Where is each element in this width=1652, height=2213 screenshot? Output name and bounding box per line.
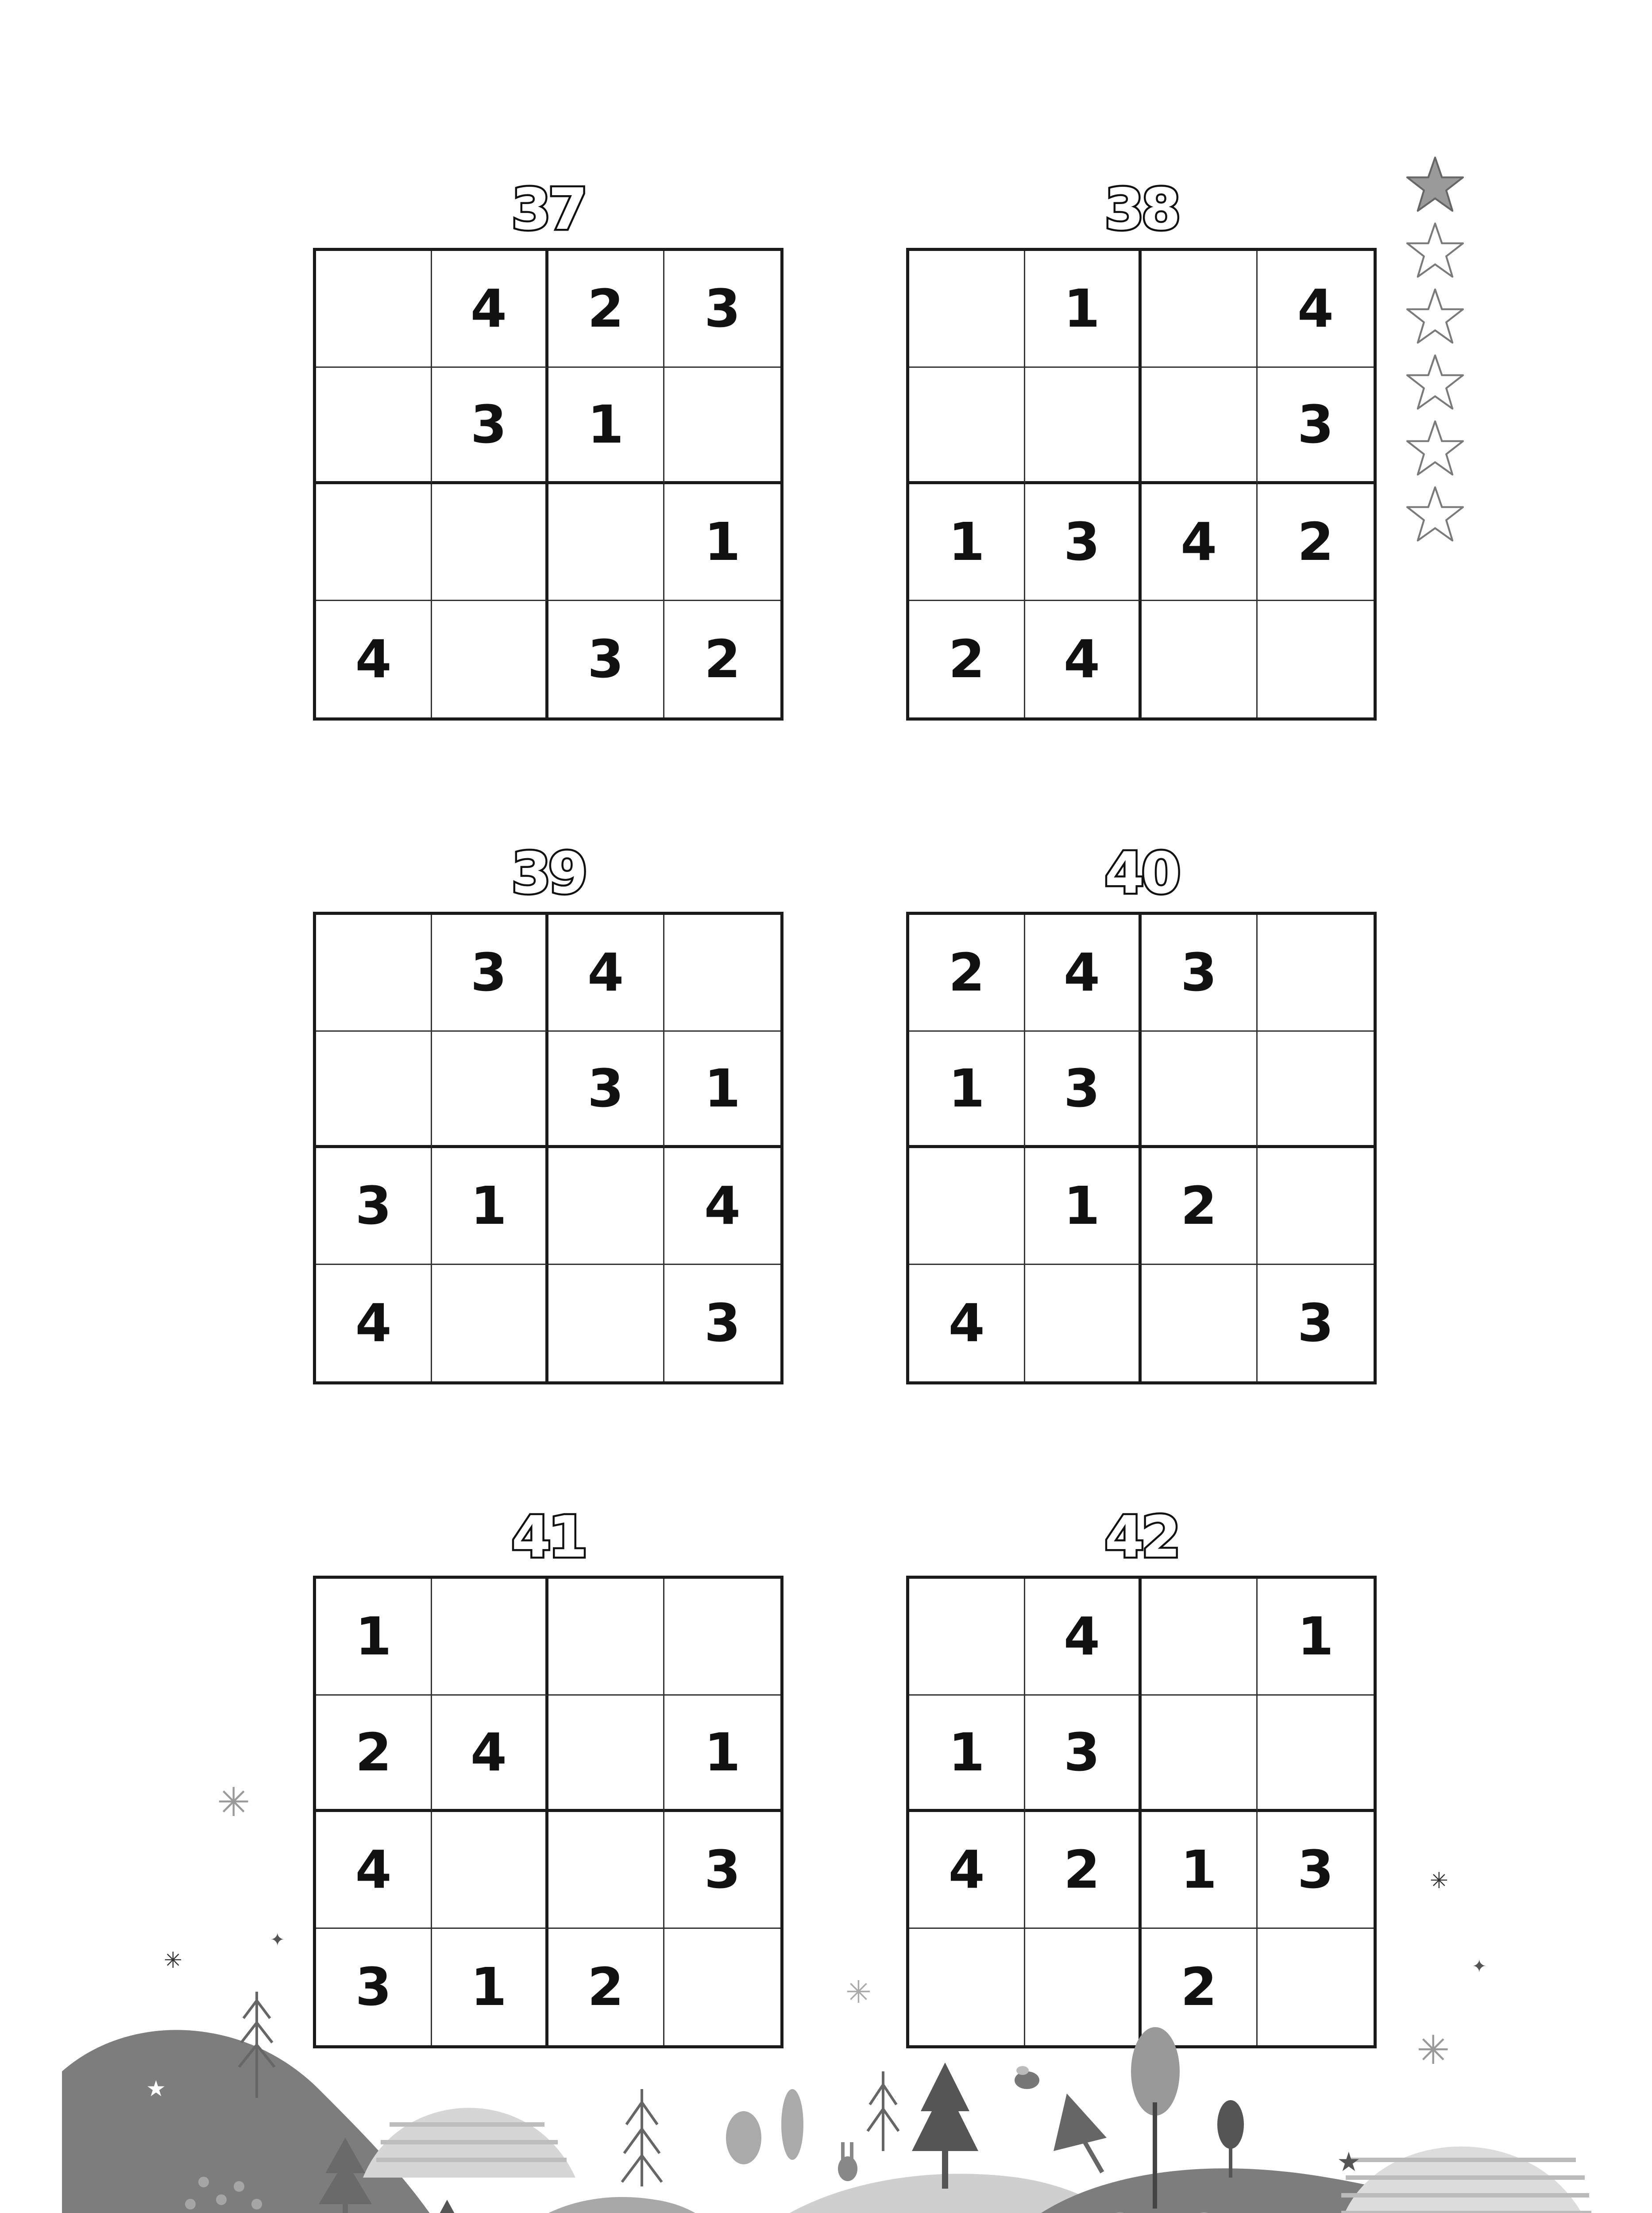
empty-cell[interactable] <box>316 368 432 485</box>
tree-round-center <box>726 2089 803 2164</box>
empty-cell[interactable] <box>548 1812 664 1929</box>
star-sparkle-icon: ✳ <box>1417 2027 1450 2074</box>
given-cell: 4 <box>664 1148 780 1265</box>
given-cell: 4 <box>548 915 664 1032</box>
sudoku-grid <box>313 248 784 721</box>
given-cell: 3 <box>704 1292 741 1354</box>
empty-cell[interactable] <box>1142 1579 1258 1696</box>
empty-cell[interactable] <box>1258 1148 1374 1265</box>
sudoku-puzzle <box>313 840 784 1403</box>
tree-arrow <box>1054 2093 1107 2173</box>
given-cell: 2 <box>316 1696 432 1812</box>
given-cell: 3 <box>664 251 780 368</box>
given-cell: 3 <box>1025 1032 1141 1149</box>
empty-cell[interactable] <box>1142 251 1258 368</box>
star-icon: ★ <box>1337 2147 1361 2178</box>
star-outline-icon <box>1404 287 1466 347</box>
sudoku-grid <box>313 1576 784 2048</box>
sudoku-puzzle <box>313 1504 784 2067</box>
empty-cell[interactable] <box>1142 368 1258 485</box>
puzzle-number: 38 <box>1104 177 1178 243</box>
given-cell: 4 <box>316 1812 432 1929</box>
star-sparkle-icon: ✳ <box>1430 1868 1448 1893</box>
sudoku-grid <box>906 1576 1377 2048</box>
empty-cell[interactable] <box>1258 601 1374 718</box>
star-sparkle-icon: ✦ <box>1472 1956 1487 1977</box>
given-cell: 3 <box>316 1929 432 2046</box>
given-cell: 1 <box>664 1032 780 1149</box>
given-cell: 1 <box>432 1929 548 2046</box>
given-cell: 3 <box>1025 484 1141 601</box>
puzzle-number: 37 <box>511 177 585 243</box>
sudoku-grid <box>906 912 1377 1384</box>
given-cell: 3 <box>548 601 664 718</box>
empty-cell[interactable] <box>432 1579 548 1696</box>
forest-hills-illustration <box>0 1992 1652 2213</box>
given-cell: 4 <box>1025 1579 1141 1696</box>
given-cell: 3 <box>664 1812 780 1929</box>
empty-cell[interactable] <box>1258 1032 1374 1149</box>
given-cell: 2 <box>704 628 741 690</box>
tree-bush-right <box>1217 2100 1244 2178</box>
rabbit-icon <box>838 2142 857 2181</box>
sudoku-grid <box>906 248 1377 721</box>
given-cell: 2 <box>548 251 664 368</box>
hill-center-left <box>478 2197 761 2213</box>
empty-cell[interactable] <box>664 368 780 485</box>
empty-cell[interactable] <box>548 484 664 601</box>
given-cell: 3 <box>1025 1696 1141 1812</box>
given-cell: 3 <box>1297 1292 1334 1354</box>
star-sparkle-icon: ✦ <box>270 1930 285 1950</box>
empty-cell[interactable] <box>1258 915 1374 1032</box>
puzzle-number: 41 <box>511 1504 585 1570</box>
given-cell: 1 <box>1258 1579 1374 1696</box>
given-cell: 3 <box>316 1148 432 1265</box>
empty-cell[interactable] <box>664 1579 780 1696</box>
empty-cell[interactable] <box>1142 601 1258 718</box>
given-cell: 4 <box>909 1265 1025 1382</box>
given-cell: 3 <box>432 368 548 485</box>
given-cell: 2 <box>909 601 1025 718</box>
given-cell: 1 <box>909 1032 1025 1149</box>
puzzle-number: 39 <box>511 840 585 906</box>
empty-cell[interactable] <box>1258 1696 1374 1812</box>
given-cell: 4 <box>909 1812 1025 1929</box>
empty-cell[interactable] <box>316 1032 432 1149</box>
empty-cell[interactable] <box>432 484 548 601</box>
given-cell: 4 <box>316 1265 432 1382</box>
empty-cell[interactable] <box>548 1265 664 1382</box>
given-cell: 1 <box>1142 1812 1258 1929</box>
star-sparkle-icon: ✳ <box>217 1779 251 1826</box>
given-cell: 4 <box>432 251 548 368</box>
empty-cell[interactable] <box>548 1696 664 1812</box>
given-cell: 4 <box>1025 601 1141 718</box>
star-outline-icon <box>1404 221 1466 281</box>
given-cell: 1 <box>664 1696 780 1812</box>
puzzle-number: 42 <box>1104 1504 1178 1570</box>
empty-cell[interactable] <box>432 1032 548 1149</box>
empty-cell[interactable] <box>432 1812 548 1929</box>
given-cell: 2 <box>1025 1812 1141 1929</box>
sudoku-grid <box>313 912 784 1384</box>
sudoku-puzzle <box>313 177 784 739</box>
star-filled-icon <box>1404 155 1466 215</box>
given-cell: 4 <box>316 601 432 718</box>
empty-cell[interactable] <box>1025 368 1141 485</box>
given-cell: 3 <box>1142 915 1258 1032</box>
given-cell: 4 <box>1025 915 1141 1032</box>
sudoku-puzzle <box>906 1504 1377 2067</box>
empty-cell[interactable] <box>1142 1265 1258 1382</box>
star-outline-icon <box>1404 353 1466 413</box>
empty-cell[interactable] <box>909 368 1025 485</box>
star-sparkle-icon: ✳ <box>164 1947 182 1973</box>
empty-cell[interactable] <box>432 601 548 718</box>
empty-cell[interactable] <box>1142 1696 1258 1812</box>
given-cell: 3 <box>548 1032 664 1149</box>
star-sparkle-icon: ✳ <box>845 1974 872 2010</box>
empty-cell[interactable] <box>316 251 432 368</box>
given-cell: 1 <box>548 368 664 485</box>
tree-pine-small <box>425 2200 469 2213</box>
empty-cell[interactable] <box>909 1148 1025 1265</box>
given-cell: 1 <box>1025 1148 1141 1265</box>
empty-cell[interactable] <box>316 484 432 601</box>
given-cell: 3 <box>1258 1812 1374 1929</box>
given-cell: 2 <box>548 1929 664 2046</box>
given-cell: 2 <box>1142 1929 1258 2046</box>
sudoku-puzzle <box>906 840 1377 1403</box>
empty-cell[interactable] <box>548 1148 664 1265</box>
given-cell: 4 <box>1142 484 1258 601</box>
star-outline-icon <box>1404 485 1466 544</box>
empty-cell[interactable] <box>909 251 1025 368</box>
given-cell: 1 <box>1025 251 1141 368</box>
sudoku-puzzle <box>906 177 1377 739</box>
empty-cell[interactable] <box>664 915 780 1032</box>
difficulty-rating <box>1404 155 1471 551</box>
empty-cell[interactable] <box>909 1579 1025 1696</box>
given-cell: 3 <box>1258 368 1374 485</box>
given-cell: 4 <box>1258 251 1374 368</box>
given-cell: 4 <box>432 1696 548 1812</box>
tree-center <box>912 2063 978 2189</box>
empty-cell[interactable] <box>316 915 432 1032</box>
given-cell: 2 <box>909 915 1025 1032</box>
given-cell: 1 <box>909 1696 1025 1812</box>
empty-cell[interactable] <box>548 1579 664 1696</box>
star-icon: ★ <box>146 2076 166 2101</box>
given-cell: 3 <box>432 915 548 1032</box>
empty-cell[interactable] <box>1142 1032 1258 1149</box>
given-cell: 1 <box>909 484 1025 601</box>
given-cell: 1 <box>432 1148 548 1265</box>
empty-cell[interactable] <box>1025 1265 1141 1382</box>
bee-icon <box>1015 2066 1039 2089</box>
empty-cell[interactable] <box>432 1265 548 1382</box>
star-outline-icon <box>1404 419 1466 478</box>
given-cell: 2 <box>1258 484 1374 601</box>
given-cell: 1 <box>316 1579 432 1696</box>
given-cell: 1 <box>664 484 780 601</box>
given-cell: 2 <box>1142 1148 1258 1265</box>
puzzle-number: 40 <box>1104 840 1178 906</box>
